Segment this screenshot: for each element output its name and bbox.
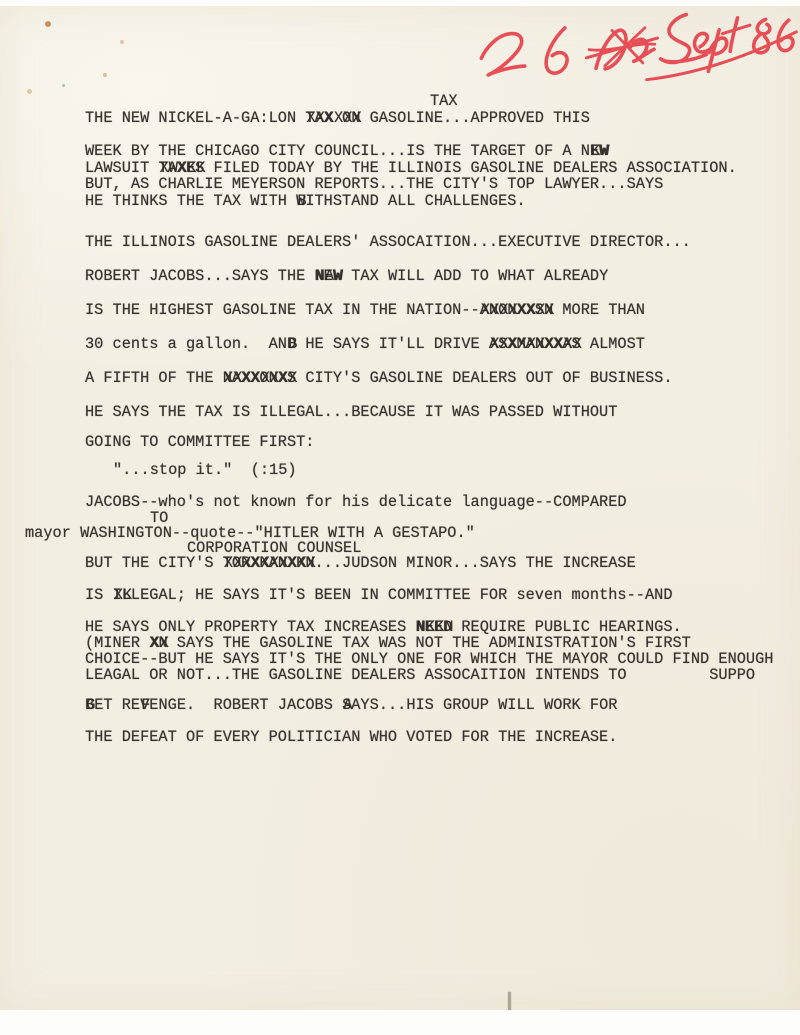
text-segment: LEAGAL OR NOT...THE GASOLINE DEALERS ASSOCAITION INTENDS TO SUPPO bbox=[85, 666, 756, 684]
text-segment: CHOICE--BUT HE SAYS IT'S THE ONLY ONE FOR WHICH THE MAYOR COULD FIND ENOUGH bbox=[85, 650, 774, 668]
paper-speck bbox=[27, 89, 32, 94]
text-line bbox=[85, 176, 663, 192]
text-segment: GASOLINE...APPROVED THIS bbox=[360, 109, 590, 127]
overstruck-text: V F bbox=[140, 696, 149, 714]
text-segment: THE DEFEAT OF EVERY POLITICIAN WHO VOTED FOR THE INCREASE. bbox=[85, 728, 618, 746]
text-line bbox=[85, 729, 617, 745]
overstruck-text: TORXKANXKN XXXXXXXXXX bbox=[223, 554, 315, 572]
paper-speck bbox=[62, 84, 65, 87]
overstruck-text: IL XK bbox=[113, 586, 131, 604]
text-segment: BUT, AS CHARLIE MEYERSON REPORTS...THE CITY'S TOP LAWYER...SAYS bbox=[85, 175, 664, 193]
text-segment: JACOBS--who's not known for his delicate language--COMPARED bbox=[85, 493, 627, 511]
text-line bbox=[85, 651, 773, 667]
pencil-mark bbox=[508, 992, 511, 1010]
text-line bbox=[113, 462, 297, 478]
text-line bbox=[85, 160, 737, 176]
text-segment: TAX WILL ADD TO WHAT ALREADY bbox=[342, 267, 609, 285]
text-segment: BUT THE CITY'S bbox=[85, 554, 223, 572]
text-segment: REQUIRE PUBLIC HEARINGS. bbox=[452, 618, 682, 636]
overstruck-text: ANONXXSN XXXXXXXX bbox=[480, 301, 553, 319]
text-segment: HE SAYS THE TAX IS ILLEGAL...BECAUSE IT WAS PASSED WITHOUT bbox=[85, 403, 618, 421]
text-segment: ITHSTAND ALL CHALLENGES. bbox=[305, 192, 526, 210]
text-segment: mayor WASHINGTON--quote--"HITLER WITH A GESTAPO." bbox=[25, 524, 475, 542]
text-segment: HE THINKS THE TAX WITH bbox=[85, 192, 297, 210]
overstruck-text: S A bbox=[342, 696, 351, 714]
text-segment: GOING TO COMMITTEE FIRST: bbox=[85, 433, 315, 451]
document-page bbox=[0, 6, 800, 1010]
text-segment: 30 cents a gallon. AN bbox=[85, 335, 287, 353]
overstruck-text: NEW KW bbox=[581, 142, 609, 160]
text-line bbox=[85, 494, 627, 510]
text-line bbox=[430, 93, 458, 109]
text-line bbox=[85, 302, 645, 318]
overstruck-text: NEED NKKN bbox=[415, 618, 452, 636]
paper-speck bbox=[103, 73, 107, 77]
overstruck-text: TAX ON XXXXXX bbox=[305, 109, 360, 127]
text-segment: IS THE HIGHEST GASOLINE TAX IN THE NATION-- bbox=[85, 301, 480, 319]
text-line bbox=[85, 336, 645, 352]
text-segment: WEEK BY THE CHICAGO CITY COUNCIL...IS THE TARGET OF A bbox=[85, 142, 581, 160]
text-line bbox=[85, 434, 315, 450]
overstruck-text: NAXXONXS XXXXXXXX bbox=[223, 369, 296, 387]
text-line bbox=[85, 268, 608, 284]
text-line bbox=[85, 667, 755, 683]
text-segment: CITY'S GASOLINE DEALERS OUT OF BUSINESS. bbox=[296, 369, 673, 387]
text-segment: THE NEW NICKEL-A-GA:LON bbox=[85, 109, 306, 127]
text-segment: LAWSUIT bbox=[85, 159, 159, 177]
text-segment: TAX bbox=[430, 92, 458, 110]
text-segment: "...stop it." (:15) bbox=[113, 461, 297, 479]
text-segment: ROBERT JACOBS...SAYS THE bbox=[85, 267, 315, 285]
text-segment: ...JUDSON MINOR...SAYS THE INCREASE bbox=[314, 554, 636, 572]
text-segment: ET RE bbox=[94, 696, 141, 714]
text-segment: CORPORATION COUNSEL bbox=[187, 539, 362, 557]
text-segment: ENGE. ROBERT JACOBS bbox=[149, 696, 343, 714]
text-segment: MORE THAN bbox=[553, 301, 645, 319]
text-line bbox=[85, 110, 590, 126]
text-segment: THE ILLINOIS GASOLINE DEALERS' ASSOCAITION...EXECUTIVE DIRECTOR... bbox=[85, 233, 691, 251]
text-segment: AYS...HIS GROUP WILL WORK FOR bbox=[351, 696, 618, 714]
text-line bbox=[85, 193, 526, 209]
text-segment: LEGAL; HE SAYS IT'S BEEN IN COMMITTEE FOR seven months--AND bbox=[130, 586, 673, 604]
text-segment: IS bbox=[85, 586, 113, 604]
paper-speck bbox=[45, 21, 51, 27]
text-segment: FILED TODAY BY THE ILLINOIS GASOLINE DEALERS ASSOCIATION. bbox=[204, 159, 737, 177]
overstruck-text: D B bbox=[287, 335, 296, 353]
overstruck-text: W B bbox=[296, 192, 305, 210]
paper-speck bbox=[120, 40, 124, 44]
text-segment: TO bbox=[150, 509, 169, 527]
text-line bbox=[85, 143, 608, 159]
text-segment: HE SAYS IT'LL DRIVE bbox=[296, 335, 489, 353]
text-line bbox=[85, 635, 691, 651]
text-line bbox=[85, 234, 691, 250]
text-segment: A FIFTH OF THE bbox=[85, 369, 223, 387]
text-line bbox=[85, 370, 673, 386]
text-segment: (MINER bbox=[85, 634, 150, 652]
text-segment: SAYS THE GASOLINE TAX WAS NOT THE ADMINISTRATION'S FIRST bbox=[167, 634, 691, 652]
text-line bbox=[85, 404, 617, 420]
text-line bbox=[85, 619, 682, 635]
text-line bbox=[85, 697, 617, 713]
overstruck-text: B G bbox=[85, 696, 94, 714]
overstruck-text: TAXES XWXKK bbox=[158, 159, 204, 177]
text-segment: ALMOST bbox=[580, 335, 645, 353]
overstruck-text: NEW NAW bbox=[315, 267, 343, 285]
text-line bbox=[85, 555, 636, 571]
overstruck-text: XN XX bbox=[149, 634, 167, 652]
text-segment: HE SAYS ONLY PROPERTY TAX INCREASES bbox=[85, 618, 416, 636]
text-line bbox=[85, 587, 673, 603]
overstruck-text: ASXMANXXAS XXXXXXXXXX bbox=[489, 335, 581, 353]
